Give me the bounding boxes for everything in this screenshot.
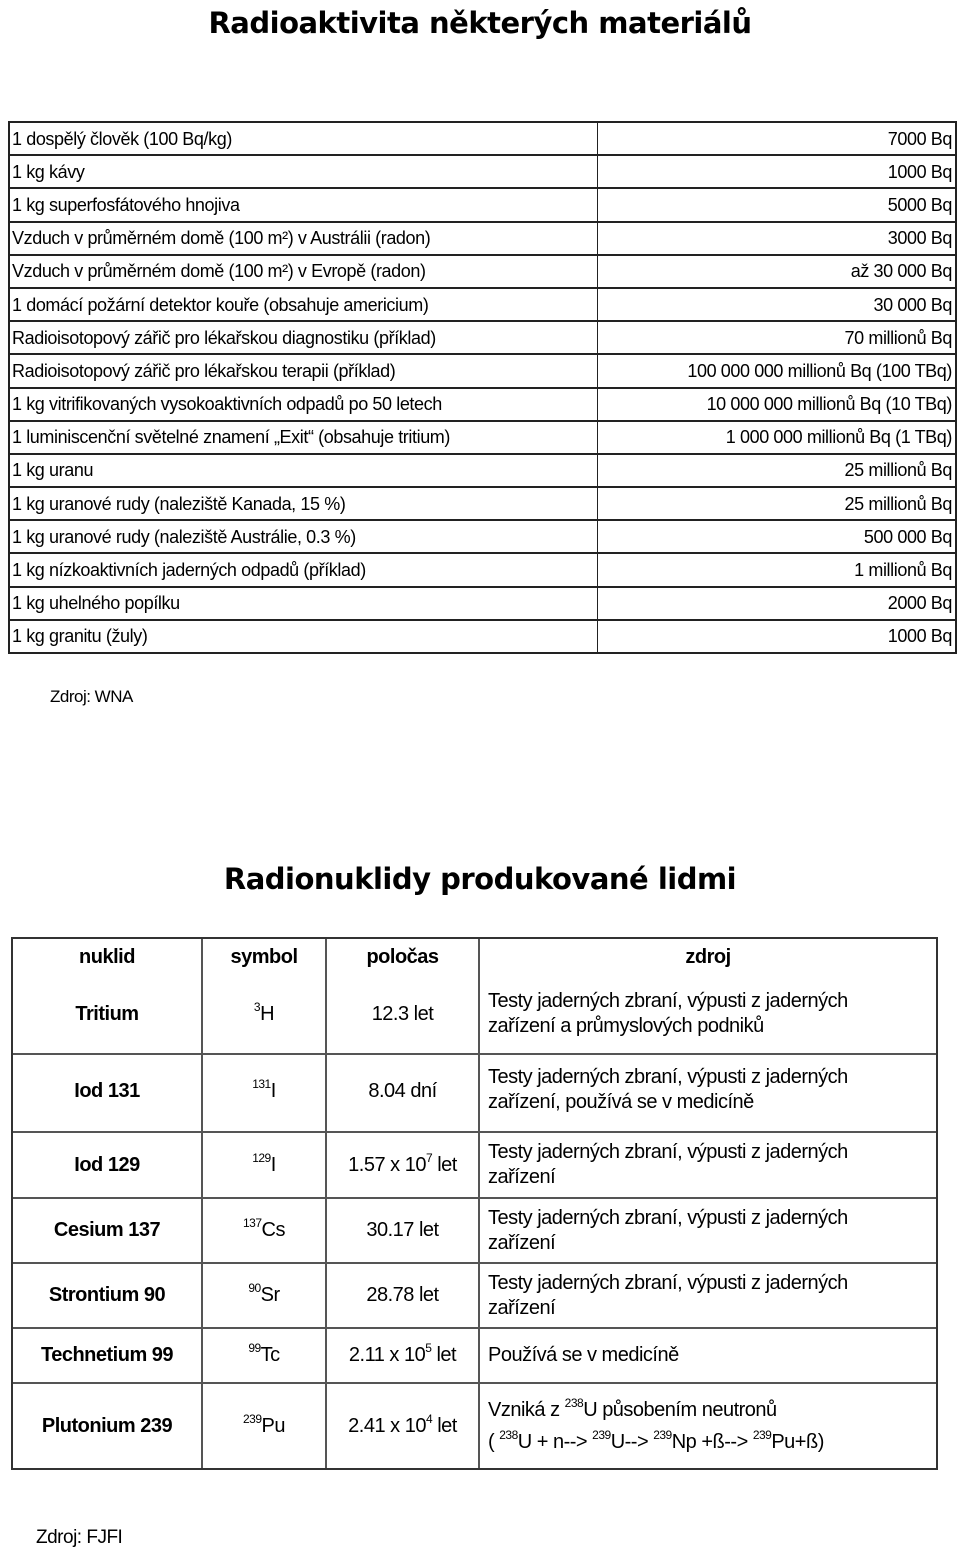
source-cell: Testy jaderných zbraní, výpusti z jaderných zařízení	[480, 1199, 936, 1264]
table-row	[9, 222, 956, 255]
table-row	[9, 288, 956, 321]
source-note-wna: Zdroj: WNA	[50, 687, 133, 706]
halflife-cell: 2.11 x $10^5$ let	[327, 1329, 480, 1384]
activity-cell: 2000 Bq	[597, 587, 956, 620]
activity-cell: 1 000 000 millionů Bq (1 TBq)	[597, 421, 956, 454]
symbol-cell: $^{99}$Tc	[203, 1329, 327, 1384]
material-cell: 1 kg uhelného popílku	[9, 587, 597, 620]
material-cell: 1 kg vitrifikovaných vysokoaktivních odpadů po 50 letech	[9, 388, 597, 421]
page-title: Radioaktivita některých materiálů	[208, 6, 752, 40]
material-cell: Radioisotopový zářič pro lékařskou terapii (příklad)	[9, 354, 597, 387]
material-cell: 1 kg uranové rudy (naleziště Austrálie, 0.3 %)	[9, 520, 597, 553]
material-cell: Vzduch v průměrném domě (100 m²) v Austrálii (radon)	[9, 222, 597, 255]
source-cell: Testy jaderných zbraní, výpusti z jaderných zařízení	[480, 1264, 936, 1329]
table-row	[9, 388, 956, 421]
radionuclides-table	[11, 937, 938, 1470]
header-nuklid: nuklid	[13, 939, 203, 975]
halflife-cell: 12.3 let	[327, 975, 480, 1055]
material-cell: 1 kg granitu (žuly)	[9, 620, 597, 653]
activity-cell: 25 millionů Bq	[597, 487, 956, 520]
table-row	[9, 620, 956, 653]
nuklid-cell: Technetium 99	[13, 1329, 203, 1384]
header-polocas: poločas	[327, 939, 480, 975]
activity-cell: 1 millionů Bq	[597, 553, 956, 586]
halflife-cell: 1.57 x $10^7$ let	[327, 1133, 480, 1199]
nuklid-cell: Iod 131	[13, 1055, 203, 1133]
activity-cell: 5000 Bq	[597, 188, 956, 221]
material-cell: 1 kg kávy	[9, 155, 597, 188]
activity-cell: 7000 Bq	[597, 122, 956, 155]
material-cell: 1 dospělý člověk (100 Bq/kg)	[9, 122, 597, 155]
table-row	[9, 155, 956, 188]
activity-cell: 1000 Bq	[597, 155, 956, 188]
symbol-cell: $^{137}$Cs	[203, 1199, 327, 1264]
table-row	[9, 454, 956, 487]
nuklid-cell: Tritium	[13, 975, 203, 1055]
nuklid-cell: Strontium 90	[13, 1264, 203, 1329]
material-cell: 1 kg uranové rudy (naleziště Kanada, 15 %)	[9, 487, 597, 520]
activity-cell: 25 millionů Bq	[597, 454, 956, 487]
activity-cell: 10 000 000 millionů Bq (10 TBq)	[597, 388, 956, 421]
header-symbol: symbol	[203, 939, 327, 975]
table-row	[9, 587, 956, 620]
symbol-cell: $^{90}$Sr	[203, 1264, 327, 1329]
source-cell: Testy jaderných zbraní, výpusti z jaderných zařízení	[480, 1133, 936, 1199]
symbol-cell: $^3$H	[203, 975, 327, 1055]
nuklid-cell: Cesium 137	[13, 1199, 203, 1264]
activity-cell: 70 millionů Bq	[597, 321, 956, 354]
source-note-fjfi: Zdroj: FJFI	[36, 1527, 123, 1548]
table-row	[9, 321, 956, 354]
header-zdroj: zdroj	[685, 945, 731, 968]
material-cell: 1 domácí požární detektor kouře (obsahuje americium)	[9, 288, 597, 321]
material-cell: Radioisotopový zářič pro lékařskou diagnostiku (příklad)	[9, 321, 597, 354]
source-cell: Testy jaderných zbraní, výpusti z jaderných zařízení a průmyslových podniků	[480, 975, 936, 1055]
activity-cell: 30 000 Bq	[597, 288, 956, 321]
activity-cell: 100 000 000 millionů Bq (100 TBq)	[597, 354, 956, 387]
material-cell: 1 luminiscenční světelné znamení „Exit“ (obsahuje tritium)	[9, 421, 597, 454]
material-cell: 1 kg uranu	[9, 454, 597, 487]
material-cell: 1 kg nízkoaktivních jaderných odpadů (příklad)	[9, 553, 597, 586]
table-row	[9, 553, 956, 586]
activity-cell: 3000 Bq	[597, 222, 956, 255]
activity-cell: až 30 000 Bq	[597, 255, 956, 288]
halflife-cell: 8.04 dní	[327, 1055, 480, 1133]
halflife-cell: 28.78 let	[327, 1264, 480, 1329]
halflife-cell: 30.17 let	[327, 1199, 480, 1264]
decay-equation: ( $^{238}$U + n--> $^{239}$U--> $^{239}$Np +ß--> $^{239}$Pu+ß)	[488, 1428, 824, 1453]
table-row	[9, 354, 956, 387]
activity-cell: 1000 Bq	[597, 620, 956, 653]
symbol-cell: $^{129}$I	[203, 1133, 327, 1199]
source-cell: Používá se v medicíně	[480, 1329, 936, 1384]
table-row	[9, 487, 956, 520]
source-cell: Testy jaderných zbraní, výpusti z jaderných zařízení, používá se v medicíně	[480, 1055, 936, 1133]
symbol-cell: $^{131}$I	[203, 1055, 327, 1133]
source-cell: Vzniká z $^{238}$U působením neutronů ( $^{238}$U + n--> $^{239}$U--> $^{239}$Np +ß--> $^{239}$Pu+ß)	[488, 1396, 824, 1453]
halflife-cell: 2.41 x $10^4$ let	[327, 1384, 480, 1468]
activity-cell: 500 000 Bq	[597, 520, 956, 553]
table-row	[9, 122, 956, 155]
symbol-cell: $^{239}$Pu	[203, 1384, 327, 1468]
material-cell: 1 kg superfosfátového hnojiva	[9, 188, 597, 221]
nuklid-cell: Plutonium 239	[13, 1384, 203, 1468]
nuklid-cell: Iod 129	[13, 1133, 203, 1199]
table-row	[9, 520, 956, 553]
table-row	[9, 188, 956, 221]
radioactivity-table	[8, 121, 957, 654]
material-cell: Vzduch v průměrném domě (100 m²) v Evropě (radon)	[9, 255, 597, 288]
table-row	[9, 255, 956, 288]
section-title: Radionuklidy produkované lidmi	[223, 862, 737, 896]
table-row	[9, 421, 956, 454]
